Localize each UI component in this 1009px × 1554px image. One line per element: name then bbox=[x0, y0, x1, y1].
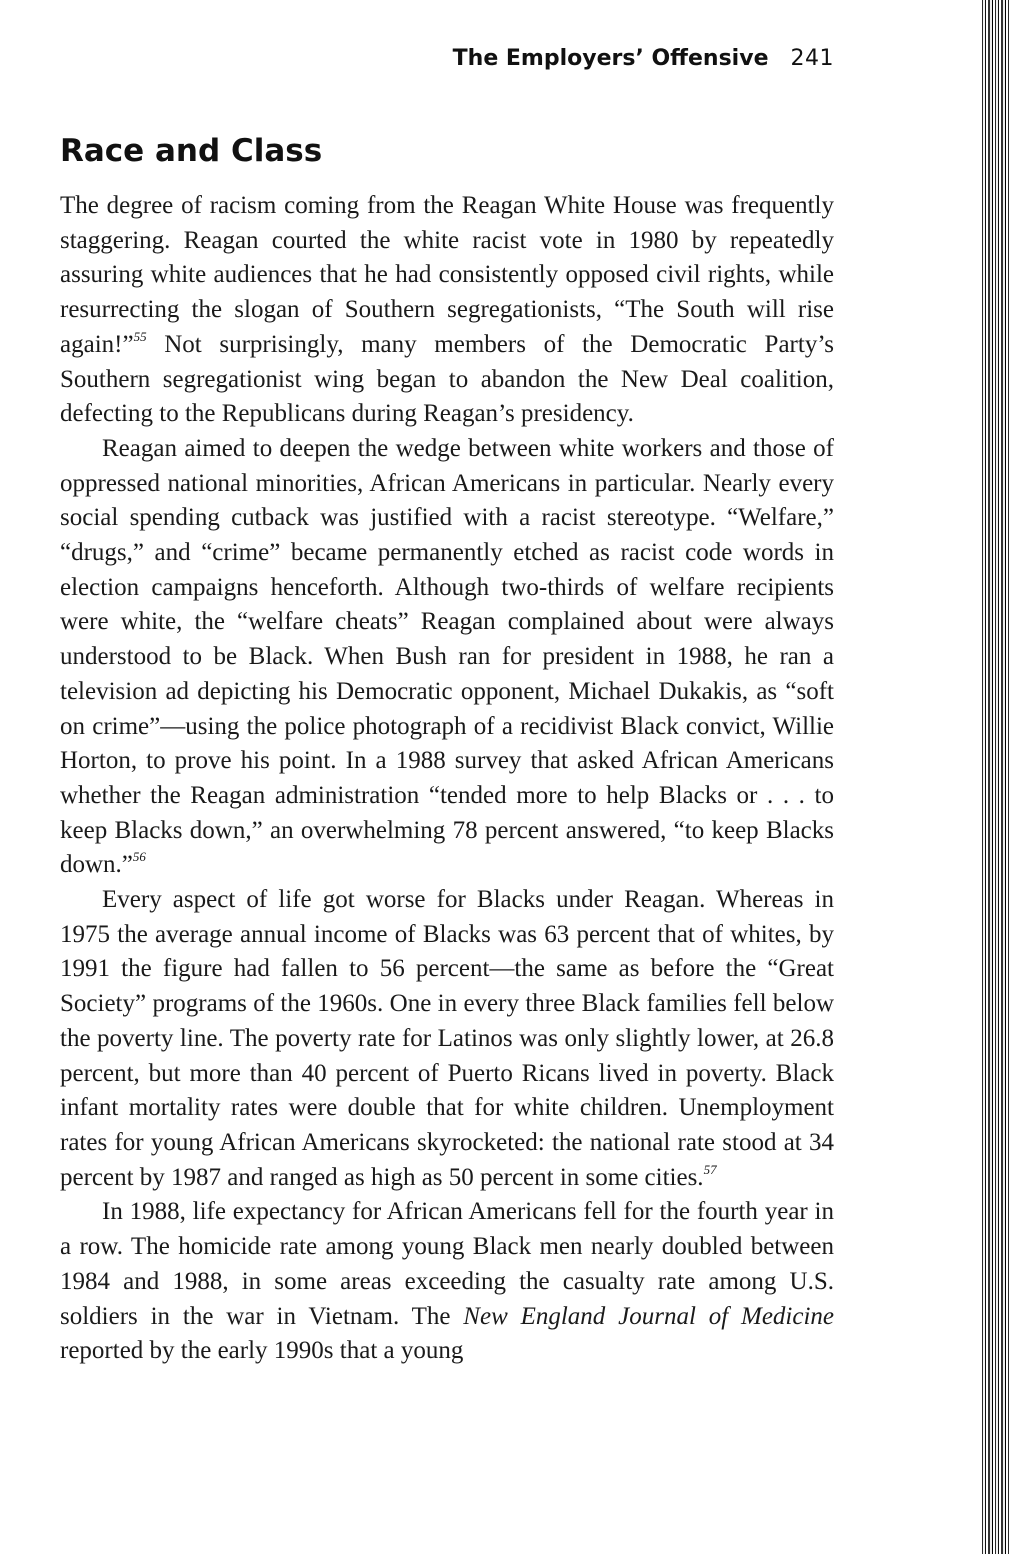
section-heading: Race and Class bbox=[60, 133, 323, 169]
scan-binding-edge bbox=[980, 0, 1009, 1554]
paragraph-1-text-a: The degree of racism coming from the Reagan White House was frequently staggering. Reagan courted the white racist vote in 1980 by repeatedly assuring white audiences that he had consistently opposed civil rights, while resurrecting the slogan of Southern segregationists, “The South will rise again!” bbox=[60, 192, 834, 358]
footnote-ref-56: 56 bbox=[132, 849, 146, 865]
body-text bbox=[60, 189, 834, 1369]
journal-title: New England Journal of Medicine bbox=[463, 1302, 834, 1330]
footnote-ref-57: 57 bbox=[703, 1161, 717, 1177]
paragraph-1-text-b: Not surprisingly, many members of the Democratic Party’s Southern segregationist wing began to abandon the New Deal coalition, defecting to the Republicans during Reagan’s presidency. bbox=[60, 330, 834, 428]
paragraph-4-text-a: In 1988, life expectancy for African Americans fell for the fourth year in a row. The homicide rate among young Black men nearly doubled between 1984 and 1988, in some areas exceeding the casualty rate among U.S. soldiers in the war in Vietnam. The bbox=[60, 1198, 834, 1330]
paragraph-2 bbox=[60, 432, 834, 883]
paragraph-3-text: Every aspect of life got worse for Blacks under Reagan. Whereas in 1975 the average annual income of Blacks was 63 percent that of whites, by 1991 the figure had fallen to 56 percent—the same as before the “Great Society” programs of the 1960s. One in every three Black families fell below the poverty line. The poverty rate for Latinos was only slightly lower, at 26.8 percent, but more than 40 percent of Puerto Ricans lived in poverty. Black infant mortality rates were double that for white children. Unemployment rates for young African Americans skyrocketed: the national rate stood at 34 percent by 1987 and ranged as high as 50 percent in some cities. bbox=[60, 886, 834, 1191]
running-head bbox=[60, 44, 834, 74]
footnote-ref-55: 55 bbox=[133, 328, 147, 344]
paragraph-4-text-b: reported by the early 1990s that a young bbox=[60, 1337, 464, 1365]
page-number: 241 bbox=[790, 46, 834, 71]
paragraph-4 bbox=[60, 1195, 834, 1369]
paragraph-1 bbox=[60, 189, 834, 432]
paragraph-2-text: Reagan aimed to deepen the wedge between white workers and those of oppressed national minorities, African Americans in particular. Nearly every social spending cutback was justified with a racist stereotype. “Welfare,” “drugs,” and “crime” became permanently etched as racist code words in election campaigns henceforth. Although two-thirds of welfare recipients were white, the “welfare cheats” Reagan complained about were always understood to be Black. When Bush ran for president in 1988, he ran a television ad depicting his Democratic opponent, Michael Dukakis, as “soft on crime”—using the police photograph of a recidivist Black convict, Willie Horton, to prove his point. In a 1988 survey that asked African Americans whether the Reagan administration “tended more to help Blacks or . . . to keep Blacks down,” an overwhelming 78 percent answered, “to keep Blacks down.” bbox=[60, 434, 834, 879]
chapter-title: The Employers’ Offensive bbox=[452, 46, 769, 71]
paragraph-3 bbox=[60, 883, 834, 1195]
